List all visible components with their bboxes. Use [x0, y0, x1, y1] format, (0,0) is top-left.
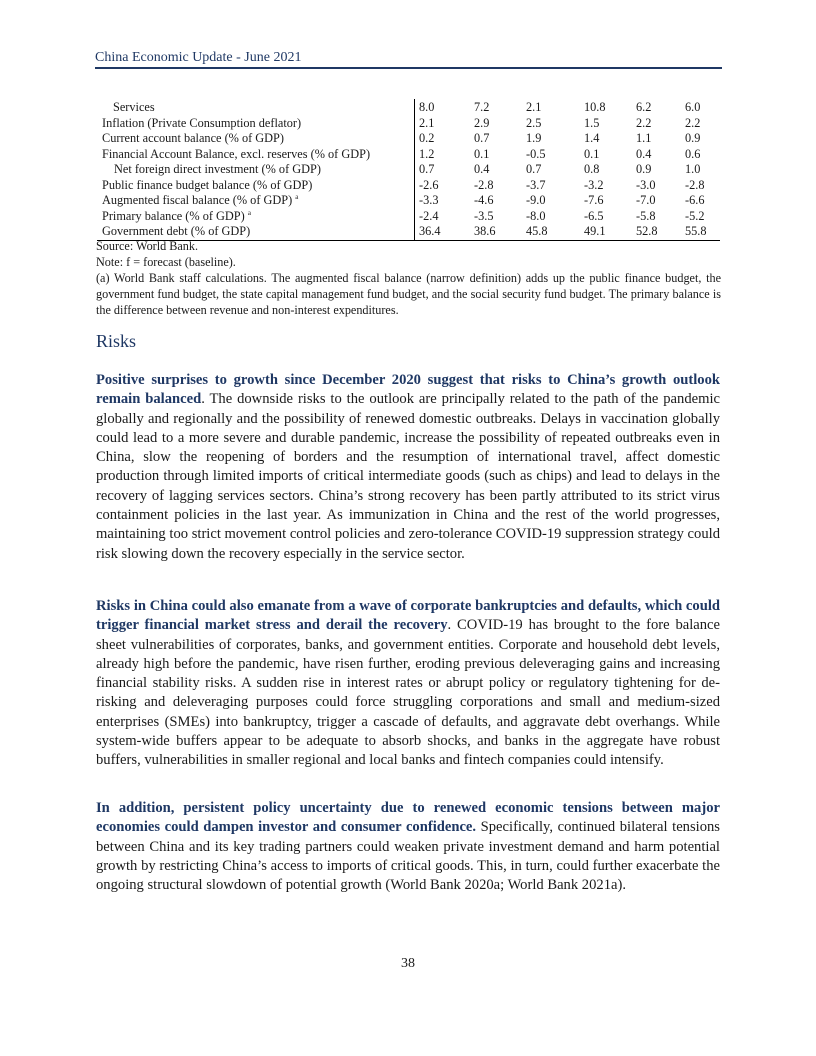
table-cell: 0.2: [415, 131, 475, 147]
table-cell: 2.1: [526, 100, 542, 114]
row-label: [97, 178, 415, 194]
row-label: [97, 116, 415, 132]
row-label: [97, 209, 415, 225]
paragraph-body: . COVID-19 has brought to the fore balance sheet vulnerabilities of corporates, banks, and government entities. Corporate and household debt levels, already high before the pandemic, have risen further, eroding previous deleveraging gains and increasing financial stability risks. A sudden rise in interest rates or abrupt policy or regulatory tightening for de-risking and deleveraging purposes could force struggling corporations and small and medium-sized enterprises (SMEs) into bankruptcy, trigger a cascade of defaults, and aggravate debt overhangs. While system-wide buffers appear to be adequate to absorb shocks, and banks in the aggregate have robust buffers, vulnerabilities in smaller regional and local banks and fintech companies could intensify.: [96, 617, 720, 769]
page-header: [95, 49, 722, 69]
table-row: [97, 162, 720, 178]
table-cell: 1.5: [584, 115, 600, 130]
row-label: [97, 147, 415, 163]
row-label-text: Primary balance (% of GDP): [102, 208, 245, 223]
row-label-text: Net foreign direct investment (% of GDP): [114, 162, 321, 176]
table-cell: 45.8: [526, 224, 584, 240]
table-notes: [96, 238, 721, 318]
table-cell: -9.0: [526, 193, 546, 207]
row-label-text: Current account balance (% of GDP): [102, 131, 284, 145]
table-cell: -2.8: [474, 177, 494, 192]
footnote-marker: a: [247, 208, 251, 217]
table-cell: -5.2: [685, 208, 705, 223]
row-label: [97, 131, 415, 147]
table-cell: -0.5: [526, 146, 546, 161]
paragraph-body: Specifically, continued bilateral tensions between China and its key trading partners could weaken private investment demand and harm potential growth by restricting China’s access to imports of critical goods. This, in turn, could further exacerbate the ongoing structural slowdown of potential growth (World Bank 2020a; World Bank 2021a).: [96, 819, 720, 894]
table-cell: 52.8: [636, 224, 685, 240]
table-cell: -2.6: [415, 178, 475, 194]
row-label-text: Augmented fiscal balance (% of GDP): [102, 193, 293, 207]
table-cell: 49.1: [584, 224, 636, 240]
table-cell: -6.5: [584, 208, 604, 223]
table-cell: 1.0: [685, 162, 701, 176]
table-cell: -6.6: [685, 193, 705, 207]
table-cell: 0.9: [636, 162, 652, 176]
risks-paragraph: [96, 371, 720, 564]
table-cell: -3.7: [526, 177, 546, 192]
table-cell: 2.1: [415, 116, 475, 132]
table-row: [97, 131, 720, 147]
table-cell: 0.7: [526, 162, 542, 176]
table-row: [97, 116, 720, 132]
table-cell: 0.9: [685, 131, 701, 145]
indicators-table: [97, 99, 720, 241]
table-cell: 55.8: [685, 224, 720, 240]
table-cell: -4.6: [474, 193, 494, 207]
table-cell: 0.8: [584, 162, 600, 176]
header-rule: [95, 67, 722, 69]
table-cell: 1.4: [584, 131, 600, 145]
table-cell: -8.0: [526, 208, 546, 223]
paragraph-lead: Risks in China could also emanate from a wave of corporate bankruptcies and defaults, which could trigger financial market stress and derail the recovery: [96, 598, 720, 634]
table-row: [97, 209, 720, 225]
table-cell: 2.2: [636, 115, 652, 130]
row-label-text: Inflation (Private Consumption deflator): [102, 115, 302, 130]
table-cell: 0.7: [415, 162, 475, 178]
table-cell: 10.8: [584, 100, 606, 114]
footnote-a: (a) World Bank staff calculations. The augmented fiscal balance (narrow definition) adds up the public finance budget, the government fund budget, the state capital management fund budget, and the social security fund budget. The primary balance is the difference between revenue and non-interest expenditures.: [96, 271, 721, 317]
footnote-marker: a: [295, 192, 299, 201]
page-number: 38: [401, 956, 415, 971]
section-heading-risks: Risks: [96, 331, 137, 351]
risks-paragraph: [96, 597, 720, 771]
table-row: [97, 147, 720, 163]
table-cell: 0.4: [474, 162, 490, 176]
table-cell: -3.2: [584, 177, 604, 192]
table-row: [97, 178, 720, 194]
forecast-note: Note: f = forecast (baseline).: [96, 255, 236, 269]
table-cell: -2.8: [685, 177, 705, 192]
table-cell: 2.5: [526, 115, 542, 130]
table-cell: 0.6: [685, 146, 701, 161]
table-cell: 0.1: [584, 146, 600, 161]
row-label-text: Public finance budget balance (% of GDP): [102, 177, 313, 192]
row-label: [97, 99, 415, 116]
table-cell: 0.7: [474, 131, 490, 145]
paragraph-lead: Positive surprises to growth since December 2020 suggest that risks to China’s growth outlook remain balanced: [96, 372, 720, 408]
risks-paragraph: [96, 799, 720, 895]
table-cell: -3.0: [636, 177, 656, 192]
table-row: [97, 99, 720, 116]
table-cell: -7.6: [584, 193, 604, 207]
table-cell: 0.1: [474, 146, 490, 161]
table-cell: 1.2: [415, 147, 475, 163]
table-cell: 7.2: [474, 100, 490, 114]
header-title: China Economic Update - June 2021: [95, 50, 302, 65]
row-label: [97, 193, 415, 209]
table-cell: 6.2: [636, 100, 652, 114]
table-cell: 1.1: [636, 131, 652, 145]
row-label: [97, 162, 415, 178]
table-row: [97, 193, 720, 209]
source-note: Source: World Bank.: [96, 239, 199, 253]
row-label-text: Government debt (% of GDP): [102, 224, 251, 238]
table-cell: 6.0: [685, 100, 701, 114]
row-label-text: Services: [113, 100, 155, 114]
table-cell: 2.9: [474, 115, 490, 130]
table-cell: -3.5: [474, 208, 494, 223]
paragraph-lead: In addition, persistent policy uncertainty due to renewed economic tensions between major economies could dampen investor and consumer confidence.: [96, 800, 720, 836]
table-cell: -7.0: [636, 193, 656, 207]
table-cell: 0.4: [636, 146, 652, 161]
table-cell: 2.2: [685, 115, 701, 130]
table-cell: -2.4: [415, 209, 475, 225]
row-label-text: Financial Account Balance, excl. reserves (% of GDP): [102, 146, 371, 161]
table-cell: 36.4: [415, 224, 475, 240]
table-cell: 8.0: [415, 99, 475, 116]
table-cell: -3.3: [415, 193, 475, 209]
table-cell: -5.8: [636, 208, 656, 223]
table-cell: 38.6: [474, 224, 526, 240]
table-cell: 1.9: [526, 131, 542, 145]
paragraph-body: . The downside risks to the outlook are principally related to the path of the pandemic globally and regionally and the possibility of renewed domestic outbreaks. Delays in vaccination globally could lead to a more severe and durable pandemic, increase the possibility of repeated outbreaks even in China, slow the reopening of borders and the resumption of international travel, affect domestic production through limited imports of critical intermediate goods (such as chips) and lead to delays in the recovery of lagging services sectors. China’s strong recovery has been partly attributed to its strict virus containment policies in the last year. As immunization in China and the rest of the world progresses, maintaining too strict movement control policies and zero-tolerance COVID-19 suppression strategy could risk slowing down the recovery especially in the service sector.: [96, 391, 720, 562]
